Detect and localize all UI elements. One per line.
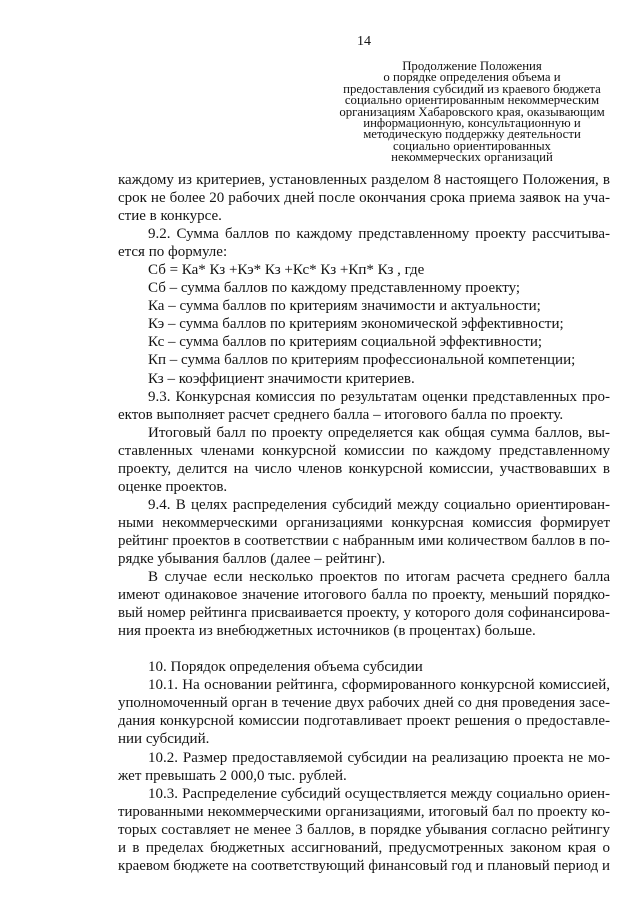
paragraph-10-3	[118, 785, 610, 875]
appendix-header-line: о порядке определения объема и	[383, 70, 561, 85]
formula-line: Сб = Ка* Кз +Кэ* Кз +Кс* Кз +Кп* Кз , где	[148, 262, 425, 279]
appendix-header	[328, 61, 616, 164]
text-line: каждому из критериев, установленных разделом 8 настоящего Положения, в	[118, 172, 610, 188]
text-line: 10.3. Распределение субсидий осуществляется между социально ориен-	[148, 785, 610, 802]
text-line: рядке убывания баллов (далее – рейтинг).	[118, 550, 386, 567]
text-line: оценке проектов.	[118, 478, 228, 495]
appendix-header-line: социально ориентированных	[393, 138, 551, 153]
text-line: В случае если несколько проектов по итогам расчета среднего балла	[148, 569, 610, 586]
text-line: дания конкурсной комиссии подготавливает проект решения о предоставле-	[118, 713, 610, 730]
paragraph-9-3	[118, 388, 610, 424]
text-line: 10.2. Размер предоставляемой субсидии на реализацию проекта не мо-	[148, 749, 610, 766]
text-line: уполномоченный орган в течение двух рабочих дней со дня проведения засе-	[118, 695, 610, 712]
text-line: вый номер рейтинга присваивается проекту, у которого доля софинансирова-	[118, 605, 610, 622]
section-heading-line: 10. Порядок определения объема субсидии	[148, 659, 423, 676]
definition-line: Кп – сумма баллов по критериям профессиональной компетенции;	[148, 352, 576, 369]
paragraph-spacer	[118, 640, 610, 658]
paragraph-10-2	[118, 749, 610, 785]
text-line: проекту, делится на число членов конкурсной комиссии, участвовавших в	[118, 460, 610, 477]
text-line: рейтинг проектов в соответствии с набранным ими количеством баллов в по-	[118, 532, 610, 549]
text-line: срок не более 20 рабочих дней после окончания срока приема заявок на уча-	[118, 190, 610, 207]
definition-line: Ка – сумма баллов по критериям значимости и актуальности;	[148, 298, 541, 315]
document-body	[118, 171, 610, 875]
text-line: и в пределах бюджетных ассигнований, предусмотренных законом края о	[118, 839, 610, 856]
section-10-heading	[118, 658, 610, 676]
paragraph-tie-rule	[118, 568, 610, 640]
text-line: 10.1. На основании рейтинга, сформированного конкурсной комиссией,	[148, 677, 610, 694]
definition-line: Кэ – сумма баллов по критериям экономической эффективности;	[148, 316, 564, 333]
definition-line: Кс – сумма баллов по критериям социальной эффективности;	[148, 334, 543, 351]
text-line: ектов выполняет расчет среднего балла – итогового балла по проекту.	[118, 406, 564, 423]
text-line: ными некоммерческими организациями конкурсная комиссия формирует	[118, 514, 610, 531]
text-line: жет превышать 2 000,0 тыс. рублей.	[118, 767, 347, 784]
paragraph-continuation	[118, 171, 610, 225]
text-line: нии субсидий.	[118, 731, 210, 748]
text-line: стие в конкурсе.	[118, 208, 222, 225]
text-line: ставленных членами конкурсной комиссии по каждому представленному	[118, 442, 610, 459]
appendix-header-line: организациям Хабаровского края, оказывающим	[339, 104, 605, 119]
text-line: ния проекта из внебюджетных источников (в процентах) больше.	[118, 623, 536, 640]
text-line: имеют одинаковое значение итогового балла по проекту, меньший порядко-	[118, 587, 610, 604]
appendix-header-line: методическую поддержку деятельности	[363, 127, 581, 142]
page-number: 14	[357, 34, 371, 49]
paragraph-final-score	[118, 424, 610, 496]
definition-line: Кз – коэффициент значимости критериев.	[148, 370, 415, 387]
definition-line: Сб – сумма баллов по каждому представленному проекту;	[148, 280, 521, 297]
text-line: тированными некоммерческими организациями, итоговый бал по проекту ко-	[118, 803, 610, 820]
text-line: 9.4. В целях распределения субсидий между социально ориентирован-	[148, 496, 610, 513]
paragraph-10-1	[118, 676, 610, 748]
paragraph-9-2	[118, 225, 610, 261]
text-line: краевом бюджете на соответствующий финансовый год и плановый период и	[118, 857, 610, 874]
appendix-header-line: предоставления субсидий из краевого бюджета	[343, 81, 601, 96]
text-line: Итоговый балл по проекту определяется как общая сумма баллов, вы-	[148, 424, 610, 441]
paragraph-9-4	[118, 496, 610, 568]
text-line: ется по формуле:	[118, 244, 228, 261]
text-line: торых составляет не менее 3 баллов, в порядке убывания согласно рейтингу	[118, 821, 610, 838]
text-line: 9.3. Конкурсная комиссия по результатам оценки представленных про-	[148, 388, 610, 405]
text-line: 9.2. Сумма баллов по каждому представленному проекту рассчитыва-	[148, 226, 610, 243]
appendix-header-line: социально ориентированным некоммерческим	[344, 93, 600, 108]
appendix-header-line: информационную, консультационную и	[363, 116, 581, 131]
formula-definitions	[118, 279, 610, 387]
appendix-header-line: Продолжение Положения	[402, 59, 542, 73]
formula	[118, 261, 610, 279]
appendix-header-line: некоммерческих организаций	[391, 150, 553, 165]
